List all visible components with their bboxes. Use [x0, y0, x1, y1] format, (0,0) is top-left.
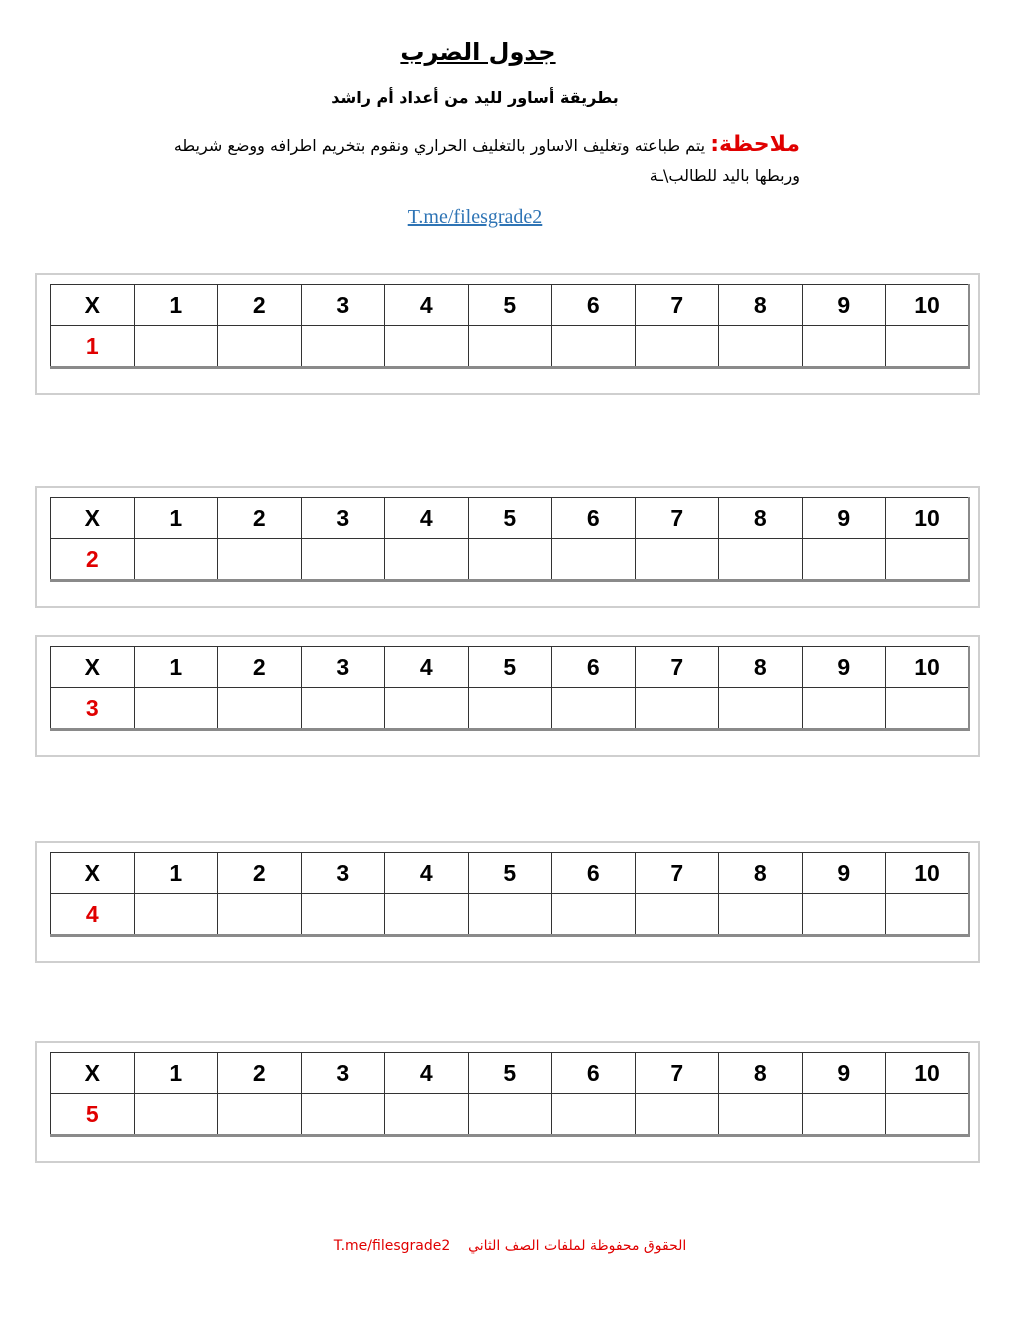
bracelet-table	[50, 284, 970, 369]
header-cell: 8	[719, 647, 803, 688]
header-cell: 3	[301, 285, 385, 326]
bracelet-frame-5	[35, 1041, 980, 1163]
header-cell: 4	[385, 285, 469, 326]
answer-cell[interactable]	[635, 688, 719, 730]
answer-cell[interactable]	[218, 1094, 302, 1136]
header-cell: X	[51, 647, 135, 688]
table-header-row	[51, 647, 970, 688]
header-cell: 1	[134, 1053, 218, 1094]
header-cell: 4	[385, 647, 469, 688]
header-cell: 7	[635, 498, 719, 539]
header-cell: 3	[301, 498, 385, 539]
bracelet-table	[50, 852, 970, 937]
footer-rights: الحقوق محفوظة لملفات الصف الثاني	[468, 1238, 687, 1254]
bracelet-frame-4	[35, 841, 980, 963]
answer-cell[interactable]	[886, 894, 970, 936]
header-cell: 1	[134, 498, 218, 539]
header-cell: 10	[886, 853, 970, 894]
header-cell: 6	[552, 1053, 636, 1094]
answer-cell[interactable]	[385, 539, 469, 581]
header-cell: 10	[886, 647, 970, 688]
answer-cell[interactable]	[301, 894, 385, 936]
header-cell: 2	[218, 853, 302, 894]
header-cell: X	[51, 498, 135, 539]
answer-cell[interactable]	[218, 539, 302, 581]
answer-cell[interactable]	[886, 539, 970, 581]
row-number: 3	[51, 688, 135, 730]
answer-cell[interactable]	[134, 326, 218, 368]
header-cell: 10	[886, 498, 970, 539]
answer-cell[interactable]	[385, 894, 469, 936]
header-cell: 2	[218, 285, 302, 326]
answer-cell[interactable]	[719, 1094, 803, 1136]
table-row	[51, 539, 970, 581]
answer-cell[interactable]	[552, 1094, 636, 1136]
answer-cell[interactable]	[635, 539, 719, 581]
header-cell: 6	[552, 853, 636, 894]
answer-cell[interactable]	[635, 1094, 719, 1136]
header-cell: 9	[802, 647, 886, 688]
answer-cell[interactable]	[218, 326, 302, 368]
telegram-link[interactable]: T.me/filesgrade2	[407, 206, 543, 228]
header-cell: 7	[635, 1053, 719, 1094]
answer-cell[interactable]	[552, 894, 636, 936]
header-cell: 2	[218, 1053, 302, 1094]
answer-cell[interactable]	[385, 688, 469, 730]
table-header-row	[51, 853, 970, 894]
row-number: 2	[51, 539, 135, 581]
answer-cell[interactable]	[552, 539, 636, 581]
table-header-row	[51, 498, 970, 539]
answer-cell[interactable]	[719, 688, 803, 730]
table-row	[51, 688, 970, 730]
header-cell: 10	[886, 1053, 970, 1094]
bracelet-table	[50, 497, 970, 582]
header-cell: X	[51, 285, 135, 326]
header-cell: 5	[468, 285, 552, 326]
header-cell: X	[51, 1053, 135, 1094]
footer-link[interactable]: T.me/filesgrade2	[333, 1238, 451, 1254]
answer-cell[interactable]	[134, 1094, 218, 1136]
bracelet-table	[50, 646, 970, 731]
header-cell: 3	[301, 1053, 385, 1094]
bracelet-frame-3	[35, 635, 980, 757]
answer-cell[interactable]	[635, 894, 719, 936]
answer-cell[interactable]	[301, 1094, 385, 1136]
answer-cell[interactable]	[301, 326, 385, 368]
header-cell: X	[51, 853, 135, 894]
answer-cell[interactable]	[886, 326, 970, 368]
answer-cell[interactable]	[134, 894, 218, 936]
bracelet-frame-2	[35, 486, 980, 608]
footer	[0, 1238, 1020, 1254]
answer-cell[interactable]	[385, 1094, 469, 1136]
answer-cell[interactable]	[134, 688, 218, 730]
header-cell: 1	[134, 285, 218, 326]
note-text: يتم طباعته وتغليف الاساور بالتغليف الحراري ونقوم بتخريم اطرافه ووضع شريطه وربطها باليد للطالب\ـة	[173, 136, 800, 185]
note-label: ملاحظة:	[710, 132, 800, 157]
header-cell: 3	[301, 853, 385, 894]
page-title: جدول الضرب	[400, 38, 556, 66]
bracelet-table	[50, 1052, 970, 1137]
bracelet-frame-1	[35, 273, 980, 395]
answer-cell[interactable]	[468, 894, 552, 936]
header-cell: 7	[635, 647, 719, 688]
answer-cell[interactable]	[802, 1094, 886, 1136]
answer-cell[interactable]	[719, 894, 803, 936]
answer-cell[interactable]	[802, 326, 886, 368]
header-cell: 9	[802, 853, 886, 894]
header-cell: 2	[218, 498, 302, 539]
header-cell: 5	[468, 647, 552, 688]
row-number: 1	[51, 326, 135, 368]
answer-cell[interactable]	[802, 894, 886, 936]
header-cell: 6	[552, 285, 636, 326]
header-cell: 4	[385, 1053, 469, 1094]
header-cell: 8	[719, 853, 803, 894]
table-row	[51, 1094, 970, 1136]
page-subtitle: بطريقة أساور لليد من أعداد أم راشد	[331, 88, 619, 107]
answer-cell[interactable]	[134, 539, 218, 581]
header-cell: 6	[552, 647, 636, 688]
header-cell: 1	[134, 853, 218, 894]
answer-cell[interactable]	[886, 1094, 970, 1136]
header-cell: 5	[468, 498, 552, 539]
answer-cell[interactable]	[301, 539, 385, 581]
table-header-row	[51, 285, 970, 326]
answer-cell[interactable]	[886, 688, 970, 730]
answer-cell[interactable]	[635, 326, 719, 368]
answer-cell[interactable]	[552, 688, 636, 730]
header-cell: 4	[385, 498, 469, 539]
answer-cell[interactable]	[468, 688, 552, 730]
row-number: 5	[51, 1094, 135, 1136]
answer-cell[interactable]	[468, 1094, 552, 1136]
header-cell: 8	[719, 285, 803, 326]
answer-cell[interactable]	[719, 326, 803, 368]
header-cell: 8	[719, 498, 803, 539]
header-cell: 9	[802, 498, 886, 539]
table-header-row	[51, 1053, 970, 1094]
header-cell: 7	[635, 285, 719, 326]
header-cell: 10	[886, 285, 970, 326]
answer-cell[interactable]	[802, 688, 886, 730]
answer-cell[interactable]	[468, 326, 552, 368]
answer-cell[interactable]	[301, 688, 385, 730]
answer-cell[interactable]	[552, 326, 636, 368]
answer-cell[interactable]	[802, 539, 886, 581]
answer-cell[interactable]	[468, 539, 552, 581]
header-cell: 9	[802, 1053, 886, 1094]
table-row	[51, 894, 970, 936]
answer-cell[interactable]	[385, 326, 469, 368]
header-cell: 7	[635, 853, 719, 894]
note	[150, 130, 800, 191]
header-cell: 6	[552, 498, 636, 539]
header-cell: 4	[385, 853, 469, 894]
answer-cell[interactable]	[719, 539, 803, 581]
table-row	[51, 326, 970, 368]
header-cell: 8	[719, 1053, 803, 1094]
header-cell: 5	[468, 1053, 552, 1094]
answer-cell[interactable]	[218, 894, 302, 936]
row-number: 4	[51, 894, 135, 936]
header-cell: 5	[468, 853, 552, 894]
answer-cell[interactable]	[218, 688, 302, 730]
header-cell: 1	[134, 647, 218, 688]
header-cell: 9	[802, 285, 886, 326]
header-cell: 2	[218, 647, 302, 688]
header-cell: 3	[301, 647, 385, 688]
